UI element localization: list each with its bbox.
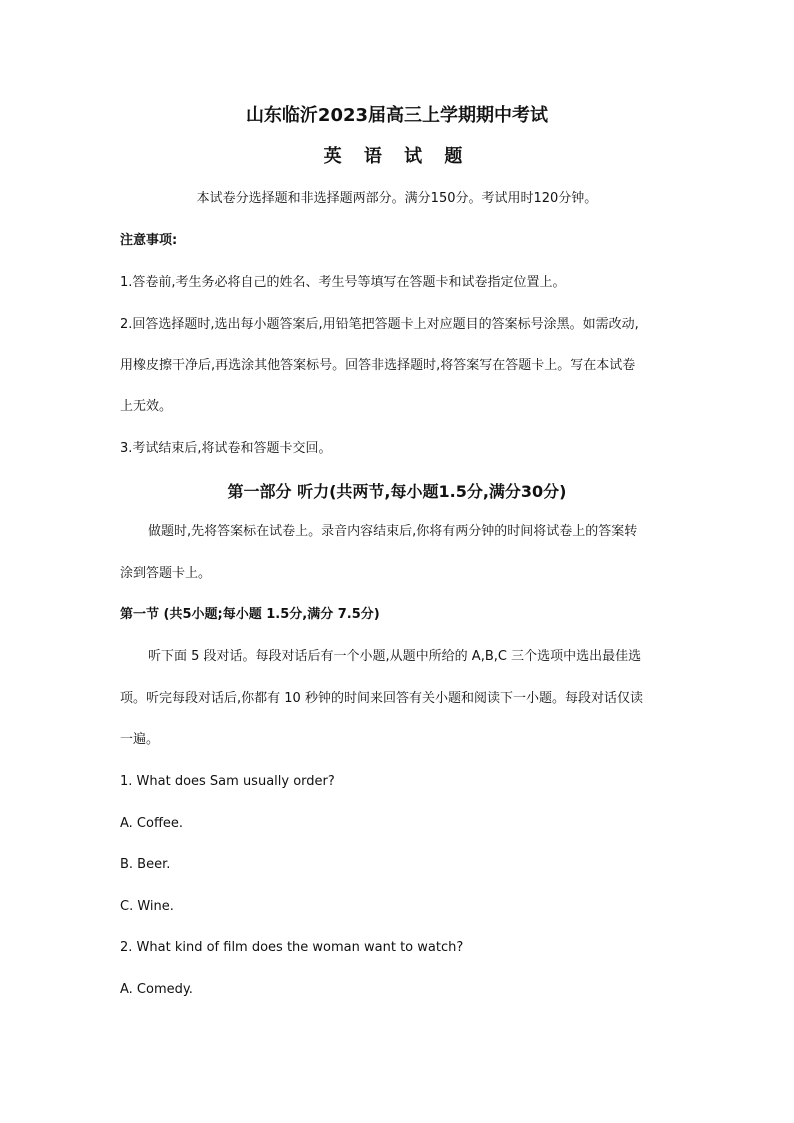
notice-line-2: 2.回答选择题时,选出每小题答案后,用铅笔把答题卡上对应题目的答案标号涂黑。如需改动,	[120, 317, 639, 332]
subject-title: 英 语 试 题	[323, 146, 471, 167]
notice-line-4: 上无效。	[120, 399, 173, 414]
question-1-option-a: A. Coffee.	[120, 816, 184, 831]
section1-title: 第一节 (共5小题;每小题 1.5分,满分 7.5分)	[120, 607, 380, 622]
question-1-option-c: C. Wine.	[120, 899, 174, 914]
notice-line-1: 1.答卷前,考生务必将自己的姓名、考生号等填写在答题卡和试卷指定位置上。	[120, 275, 566, 290]
section1-intro-line-1: 听下面 5 段对话。每段对话后有一个小题,从题中所给的 A,B,C 三个选项中选出最佳选	[148, 649, 642, 664]
part1-title: 第一部分 听力(共两节,每小题1.5分,满分30分)	[227, 482, 567, 501]
question-2-stem: 2. What kind of film does the woman want to watch?	[120, 940, 464, 955]
part1-intro-line-1: 做题时,先将答案标在试卷上。录音内容结束后,你将有两分钟的时间将试卷上的答案转	[148, 524, 638, 539]
notice-heading: 注意事项:	[120, 233, 178, 248]
section1-intro-line-3: 一遍。	[120, 732, 160, 747]
section1-intro-line-2: 项。听完每段对话后,你都有 10 秒钟的时间来回答有关小题和阅读下一小题。每段对话仅读	[120, 691, 643, 706]
part1-intro-line-2: 涂到答题卡上。	[120, 566, 212, 581]
exam-intro: 本试卷分选择题和非选择题两部分。满分150分。考试用时120分钟。	[196, 191, 598, 206]
notice-line-5: 3.考试结束后,将试卷和答题卡交回。	[120, 441, 332, 456]
question-1-stem: 1. What does Sam usually order?	[120, 774, 335, 789]
exam-title: 山东临沂2023届高三上学期期中考试	[245, 105, 549, 126]
question-2-option-a: A. Comedy.	[120, 982, 193, 997]
notice-line-3: 用橡皮擦干净后,再选涂其他答案标号。回答非选择题时,将答案写在答题卡上。写在本试卷	[120, 358, 636, 373]
question-1-option-b: B. Beer.	[120, 857, 171, 872]
